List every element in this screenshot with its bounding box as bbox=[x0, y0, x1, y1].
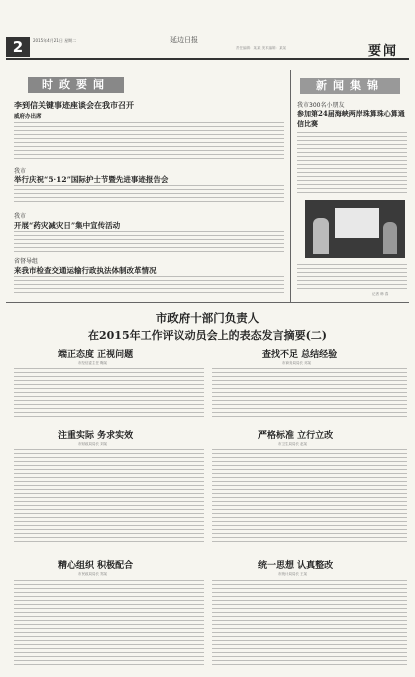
section-3-title: 注重实际 务求实效 bbox=[58, 431, 134, 441]
main-title-line2: 在2015年工作评议动员会上的表态发言摘要(二) bbox=[87, 329, 328, 342]
article-3-label: 我市 bbox=[14, 213, 27, 220]
issue-date: 2015年4月21日 星期二 bbox=[33, 38, 77, 43]
column-divider bbox=[290, 70, 291, 302]
section-6-title: 统一思想 认真整改 bbox=[258, 561, 334, 571]
section-4-author: 市卫生局局长 赵某 bbox=[278, 442, 308, 446]
article-3-body bbox=[14, 231, 284, 255]
section-3-author: 市财政局局长 刘某 bbox=[78, 442, 108, 446]
main-title-line1: 市政府十部门负责人 bbox=[155, 311, 260, 325]
section-6-author: 市统计局局长 王某 bbox=[278, 572, 308, 576]
section-5-author: 市民政局局长 郑某 bbox=[78, 572, 108, 576]
article-1-subtitle: 威府办出席 bbox=[14, 114, 42, 120]
article-4-body bbox=[14, 276, 284, 296]
section-2-title: 查找不足 总结经验 bbox=[262, 350, 338, 360]
section-2-body bbox=[212, 368, 407, 420]
banner-board bbox=[335, 208, 379, 238]
news-body bbox=[297, 132, 407, 194]
article-2-label: 我市 bbox=[14, 168, 27, 175]
article-1-body bbox=[14, 122, 284, 162]
article-4-label: 省督导组 bbox=[14, 258, 39, 265]
section-5-title: 精心组织 积极配合 bbox=[58, 561, 134, 571]
paper-name: 延边日报 bbox=[170, 36, 198, 44]
header-meta: 责任编辑：某某 美术编辑：某某 bbox=[236, 46, 287, 50]
section-4-body bbox=[212, 449, 407, 544]
article-4-title: 来我市检查交通运输行政执法体制改革情况 bbox=[14, 266, 157, 275]
news-label: 我市300名小朋友 bbox=[297, 102, 345, 109]
news-title: 参加第24届海峡两岸珠算珠心算通信比赛 bbox=[297, 109, 405, 128]
section-2-author: 市商务局局长 邓某 bbox=[282, 361, 312, 365]
section-1-body bbox=[14, 368, 204, 420]
section-4-title: 严格标准 立行立改 bbox=[258, 431, 334, 441]
section-3-body bbox=[14, 449, 204, 544]
person-figure bbox=[383, 222, 397, 254]
article-1-title: 李到信关键事迹座谈会在我市召开 bbox=[14, 100, 134, 110]
section-title: 要闻 bbox=[368, 44, 399, 59]
news-author: 记者 韩 春 bbox=[372, 292, 389, 296]
left-banner: 时政要闻 bbox=[28, 77, 124, 93]
section-6-body bbox=[212, 580, 407, 668]
right-banner: 新闻集锦 bbox=[300, 78, 400, 94]
section-5-body bbox=[14, 580, 204, 668]
section-1-author: 市经信委主任 鞠某 bbox=[78, 361, 108, 365]
article-2-body bbox=[14, 185, 284, 205]
article-3-title: 开展“药灾减灾日”集中宣传活动 bbox=[14, 221, 121, 230]
section-divider bbox=[6, 302, 409, 303]
article-2-title: 举行庆祝“5·12”国际护士节暨先进事迹报告会 bbox=[14, 175, 169, 184]
person-figure bbox=[313, 218, 329, 254]
section-1-title: 端正态度 正视问题 bbox=[58, 350, 134, 360]
photo-caption bbox=[297, 264, 407, 290]
page-number: 2 bbox=[6, 37, 30, 57]
news-photo bbox=[305, 200, 405, 258]
